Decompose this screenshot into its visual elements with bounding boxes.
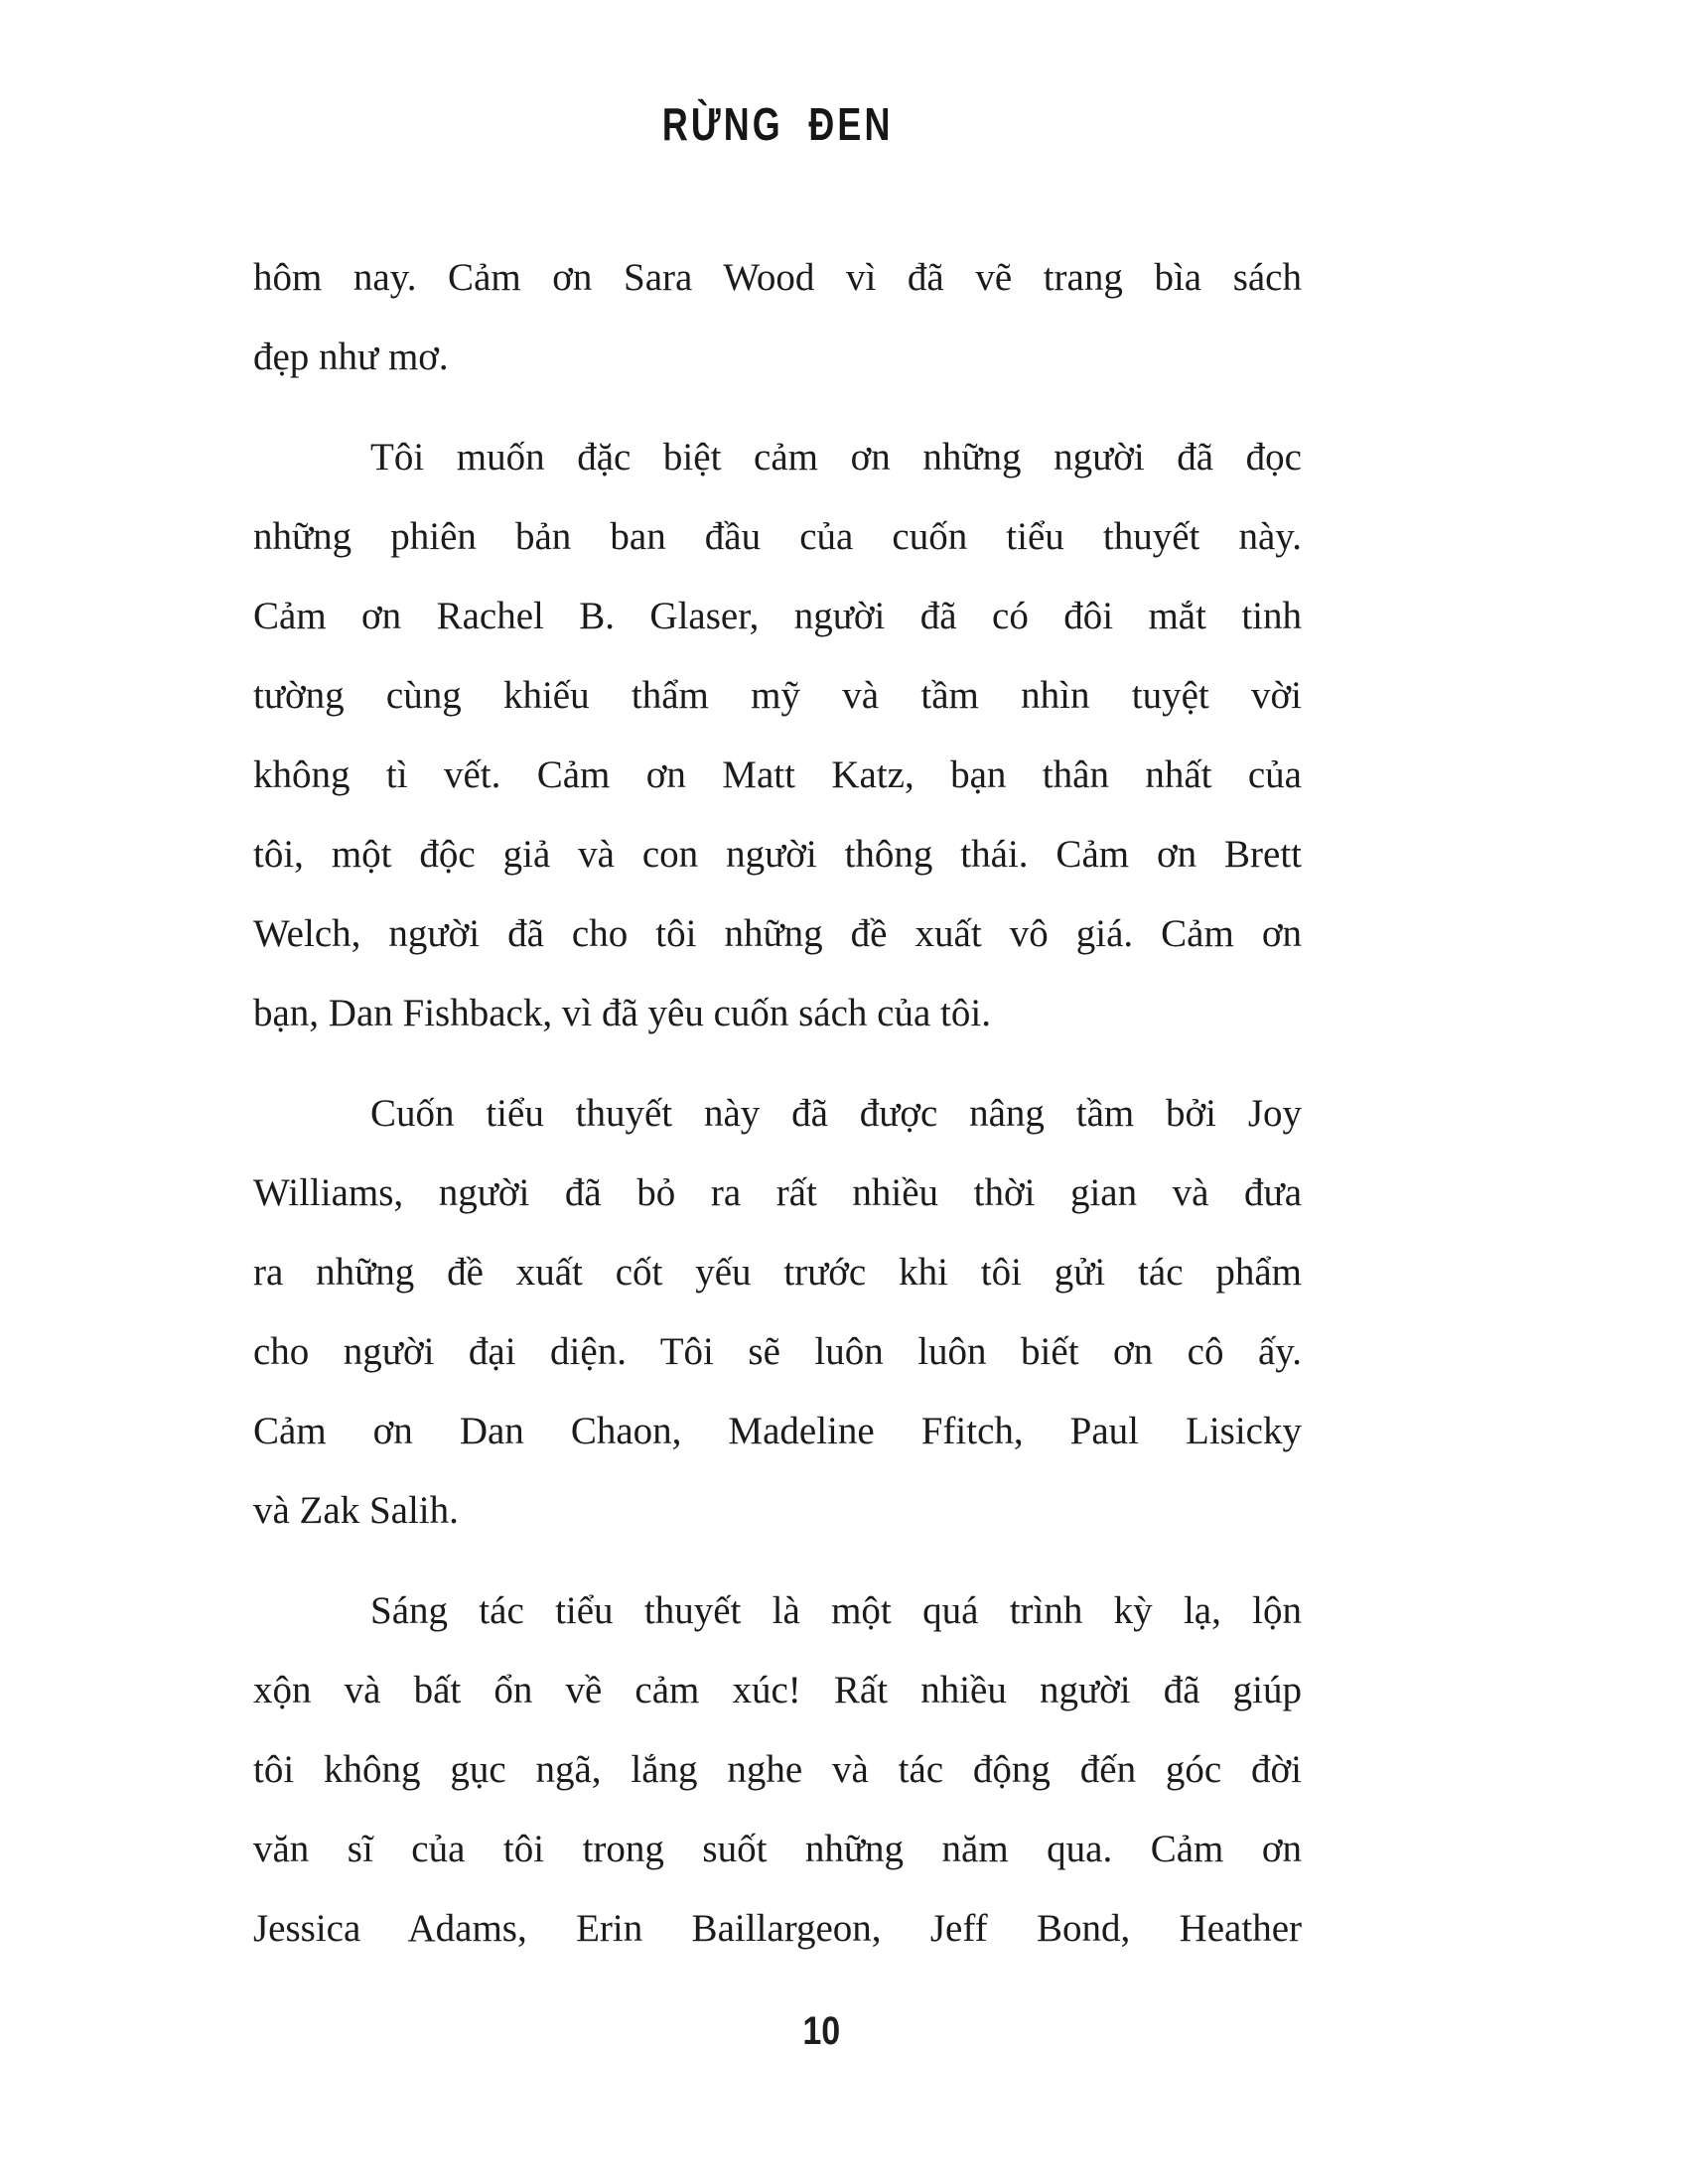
paragraph [253,418,1302,1053]
page-number-container [0,2011,1643,2051]
text-line: Cảm ơn Dan Chaon, Madeline Ffitch, Paul Lisicky [253,1410,1302,1452]
text-line: Jessica Adams, Erin Baillargeon, Jeff Bond, Heather [253,1907,1302,1950]
text-line: hôm nay. Cảm ơn Sara Wood vì đã vẽ trang bìa sách [253,256,1302,299]
text-line: tôi, một độc giả và con người thông thái. Cảm ơn Brett [253,833,1302,876]
text-line: Cảm ơn Rachel B. Glaser, người đã có đôi mắt tinh [253,595,1302,637]
paragraph [253,1074,1302,1551]
text-line: xộn và bất ổn về cảm xúc! Rất nhiều người đã giúp [253,1669,1302,1711]
text-line: tường cùng khiếu thẩm mỹ và tầm nhìn tuyệt vời [253,674,1302,717]
running-head [253,98,1302,150]
page-number: 10 [802,2009,841,2053]
text-line: văn sĩ của tôi trong suốt những năm qua. Cảm ơn [253,1828,1302,1870]
body-text [253,238,1302,1989]
text-line: và Zak Salih. [253,1489,459,1532]
text-line: Cuốn tiểu thuyết này đã được nâng tầm bởi Joy [370,1092,1302,1135]
text-line: Sáng tác tiểu thuyết là một quá trình kỳ lạ, lộn [370,1589,1302,1632]
text-line: đẹp như mơ. [253,336,449,378]
text-line: không tì vết. Cảm ơn Matt Katz, bạn thân nhất của [253,753,1302,796]
text-line: những phiên bản ban đầu của cuốn tiểu thuyết này. [253,515,1302,558]
book-title-header: RỪNG ĐEN [661,98,894,150]
text-line: Welch, người đã cho tôi những đề xuất vô giá. Cảm ơn [253,912,1302,955]
text-line: tôi không gục ngã, lắng nghe và tác động đến góc đời [253,1748,1302,1791]
paragraph [253,238,1302,397]
text-line: bạn, Dan Fishback, vì đã yêu cuốn sách của tôi. [253,992,991,1034]
paragraph [253,1571,1302,1969]
text-line: Williams, người đã bỏ ra rất nhiều thời gian và đưa [253,1171,1302,1214]
text-line: Tôi muốn đặc biệt cảm ơn những người đã đọc [370,436,1302,478]
text-line: ra những đề xuất cốt yếu trước khi tôi gửi tác phẩm [253,1251,1302,1294]
text-line: cho người đại diện. Tôi sẽ luôn luôn biết ơn cô ấy. [253,1330,1302,1373]
